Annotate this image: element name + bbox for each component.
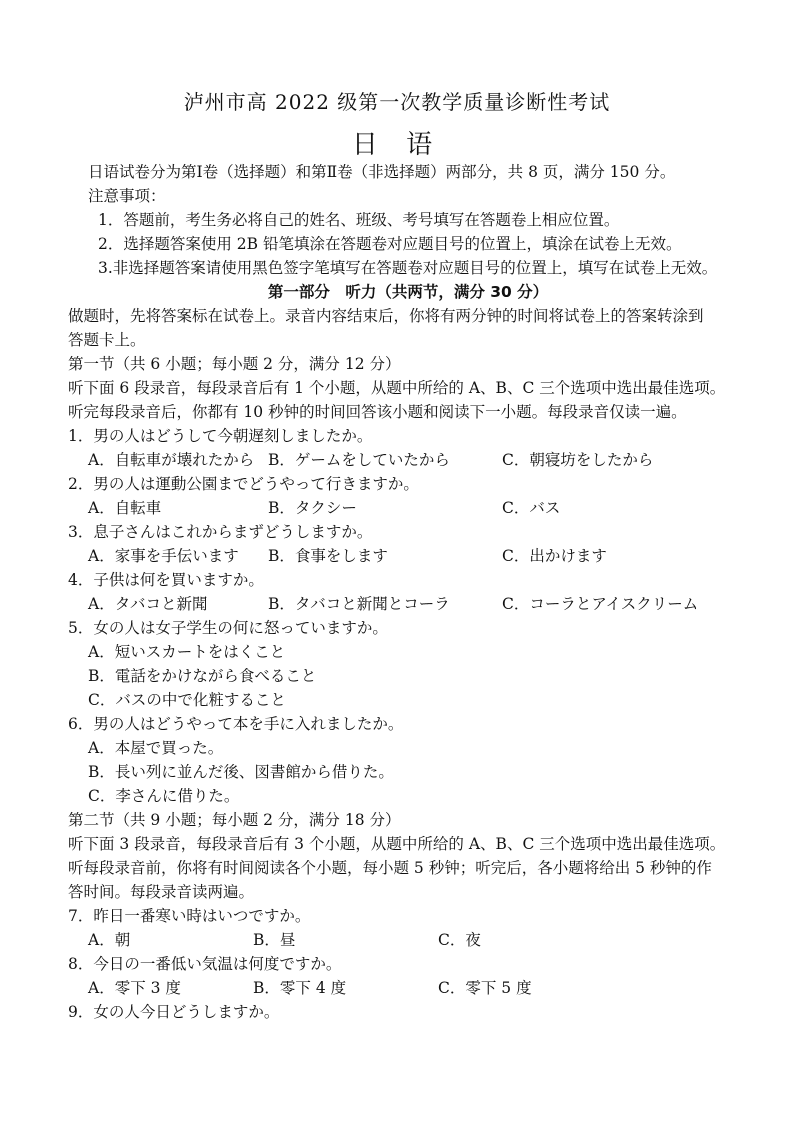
question-stem: 1．男の人はどうして今朝遅刻しましたか。 bbox=[68, 427, 373, 445]
exam-summary: 日语试卷分为第Ⅰ卷（选择题）和第Ⅱ卷（非选择题）两部分，共 8 页，满分 150 分。 bbox=[88, 163, 676, 181]
option-a: A．短いスカートをはくこと bbox=[88, 643, 286, 661]
exam-title: 泸州市高 2022 级第一次教学质量诊断性考试 bbox=[183, 90, 611, 114]
option-c: C．バスの中で化粧すること bbox=[88, 691, 286, 709]
option-c: C．零下 5 度 bbox=[438, 979, 532, 997]
option-c: C．出かけます bbox=[502, 547, 607, 565]
option-c: C．李さんに借りた。 bbox=[88, 787, 240, 805]
notice-item: 3.非选择题答案请使用黑色签字笔填写在答题卷对应题目号的位置上，填写在试卷上无效。 bbox=[98, 259, 718, 277]
option-c: C．夜 bbox=[438, 931, 481, 949]
question-options bbox=[68, 544, 748, 568]
section1-instruction: 听完每段录音后，你都有 10 秒钟的时间回答该小题和阅读下一小题。每段录音仅读一遍。 bbox=[68, 403, 687, 421]
option-b: B．昼 bbox=[253, 931, 296, 949]
option-a: A．自転車が壊れたから bbox=[88, 451, 255, 469]
section2-instruction: 听下面 3 段录音，每段录音后有 3 个小题，从题中所给的 A、B、C 三个选项中选出最佳选项。 bbox=[68, 835, 726, 853]
option-b: B．長い列に並んだ後、図書館から借りた。 bbox=[88, 763, 394, 781]
question-stem: 2．男の人は運動公園までどうやって行きますか。 bbox=[68, 475, 419, 493]
option-a: A．本屋で買った。 bbox=[88, 739, 224, 757]
option-c: C．コーラとアイスクリーム bbox=[502, 595, 699, 613]
question-options bbox=[68, 976, 748, 1000]
section1-heading: 第一节（共 6 小题；每小题 2 分，满分 12 分） bbox=[68, 355, 401, 373]
question-stem: 5．女の人は女子学生の何に怒っていますか。 bbox=[68, 619, 388, 637]
option-b: B．食事をします bbox=[268, 547, 388, 565]
option-c: C．朝寝坊をしたから bbox=[502, 451, 654, 469]
notice-item: 1．答题前，考生务必将自己的姓名、班级、考号填写在答题卷上相应位置。 bbox=[98, 211, 620, 229]
question-options bbox=[68, 448, 748, 472]
section2-heading: 第二节（共 9 小题；每小题 2 分，满分 18 分） bbox=[68, 811, 401, 829]
question-stem: 3．息子さんはこれからまずどうしますか。 bbox=[68, 523, 373, 541]
question-options bbox=[68, 592, 748, 616]
exam-body bbox=[68, 160, 748, 1024]
part1-instruction: 做题时，先将答案标在试卷上。录音内容结束后，你将有两分钟的时间将试卷上的答案转涂到 bbox=[68, 307, 704, 325]
option-a: A．タバコと新聞 bbox=[88, 595, 208, 613]
question-stem: 7．昨日一番寒い時はいつですか。 bbox=[68, 907, 311, 925]
option-a: A．零下 3 度 bbox=[88, 979, 181, 997]
question-stem: 4．子供は何を買いますか。 bbox=[68, 571, 264, 589]
question-stem: 6．男の人はどうやって本を手に入れましたか。 bbox=[68, 715, 404, 733]
option-b: B．電話をかけながら食べること bbox=[88, 667, 317, 685]
option-b: B．タバコと新聞とコーラ bbox=[268, 595, 450, 613]
part1-instruction: 答题卡上。 bbox=[68, 331, 146, 349]
exam-subject: 日 语 bbox=[351, 130, 443, 160]
question-stem: 9．女の人今日どうしますか。 bbox=[68, 1003, 280, 1021]
question-stem: 8．今日の一番低い気温は何度ですか。 bbox=[68, 955, 342, 973]
notice-label: 注意事项： bbox=[88, 187, 166, 205]
option-b: B．タクシー bbox=[268, 499, 357, 517]
option-a: A．家事を手伝います bbox=[88, 547, 239, 565]
option-b: B．ゲームをしていたから bbox=[268, 451, 450, 469]
option-c: C．バス bbox=[502, 499, 561, 517]
question-options bbox=[68, 496, 748, 520]
section2-instruction: 听每段录音前，你将有时间阅读各个小题，每小题 5 秒钟；听完后，各小题将给出 5 秒钟的作 bbox=[68, 859, 712, 877]
option-a: A．朝 bbox=[88, 931, 131, 949]
notice-item: 2．选择题答案使用 2B 铅笔填涂在答题卷对应题目号的位置上，填涂在试卷上无效。 bbox=[98, 235, 682, 253]
section2-instruction: 答时间。每段录音读两遍。 bbox=[68, 883, 255, 901]
question-options bbox=[68, 928, 748, 952]
option-b: B．零下 4 度 bbox=[253, 979, 347, 997]
section1-instruction: 听下面 6 段录音，每段录音后有 1 个小题，从题中所给的 A、B、C 三个选项中选出最佳选项。 bbox=[68, 379, 726, 397]
option-a: A．自転車 bbox=[88, 499, 162, 517]
part1-heading: 第一部分 听力（共两节，满分 30 分） bbox=[267, 283, 549, 301]
